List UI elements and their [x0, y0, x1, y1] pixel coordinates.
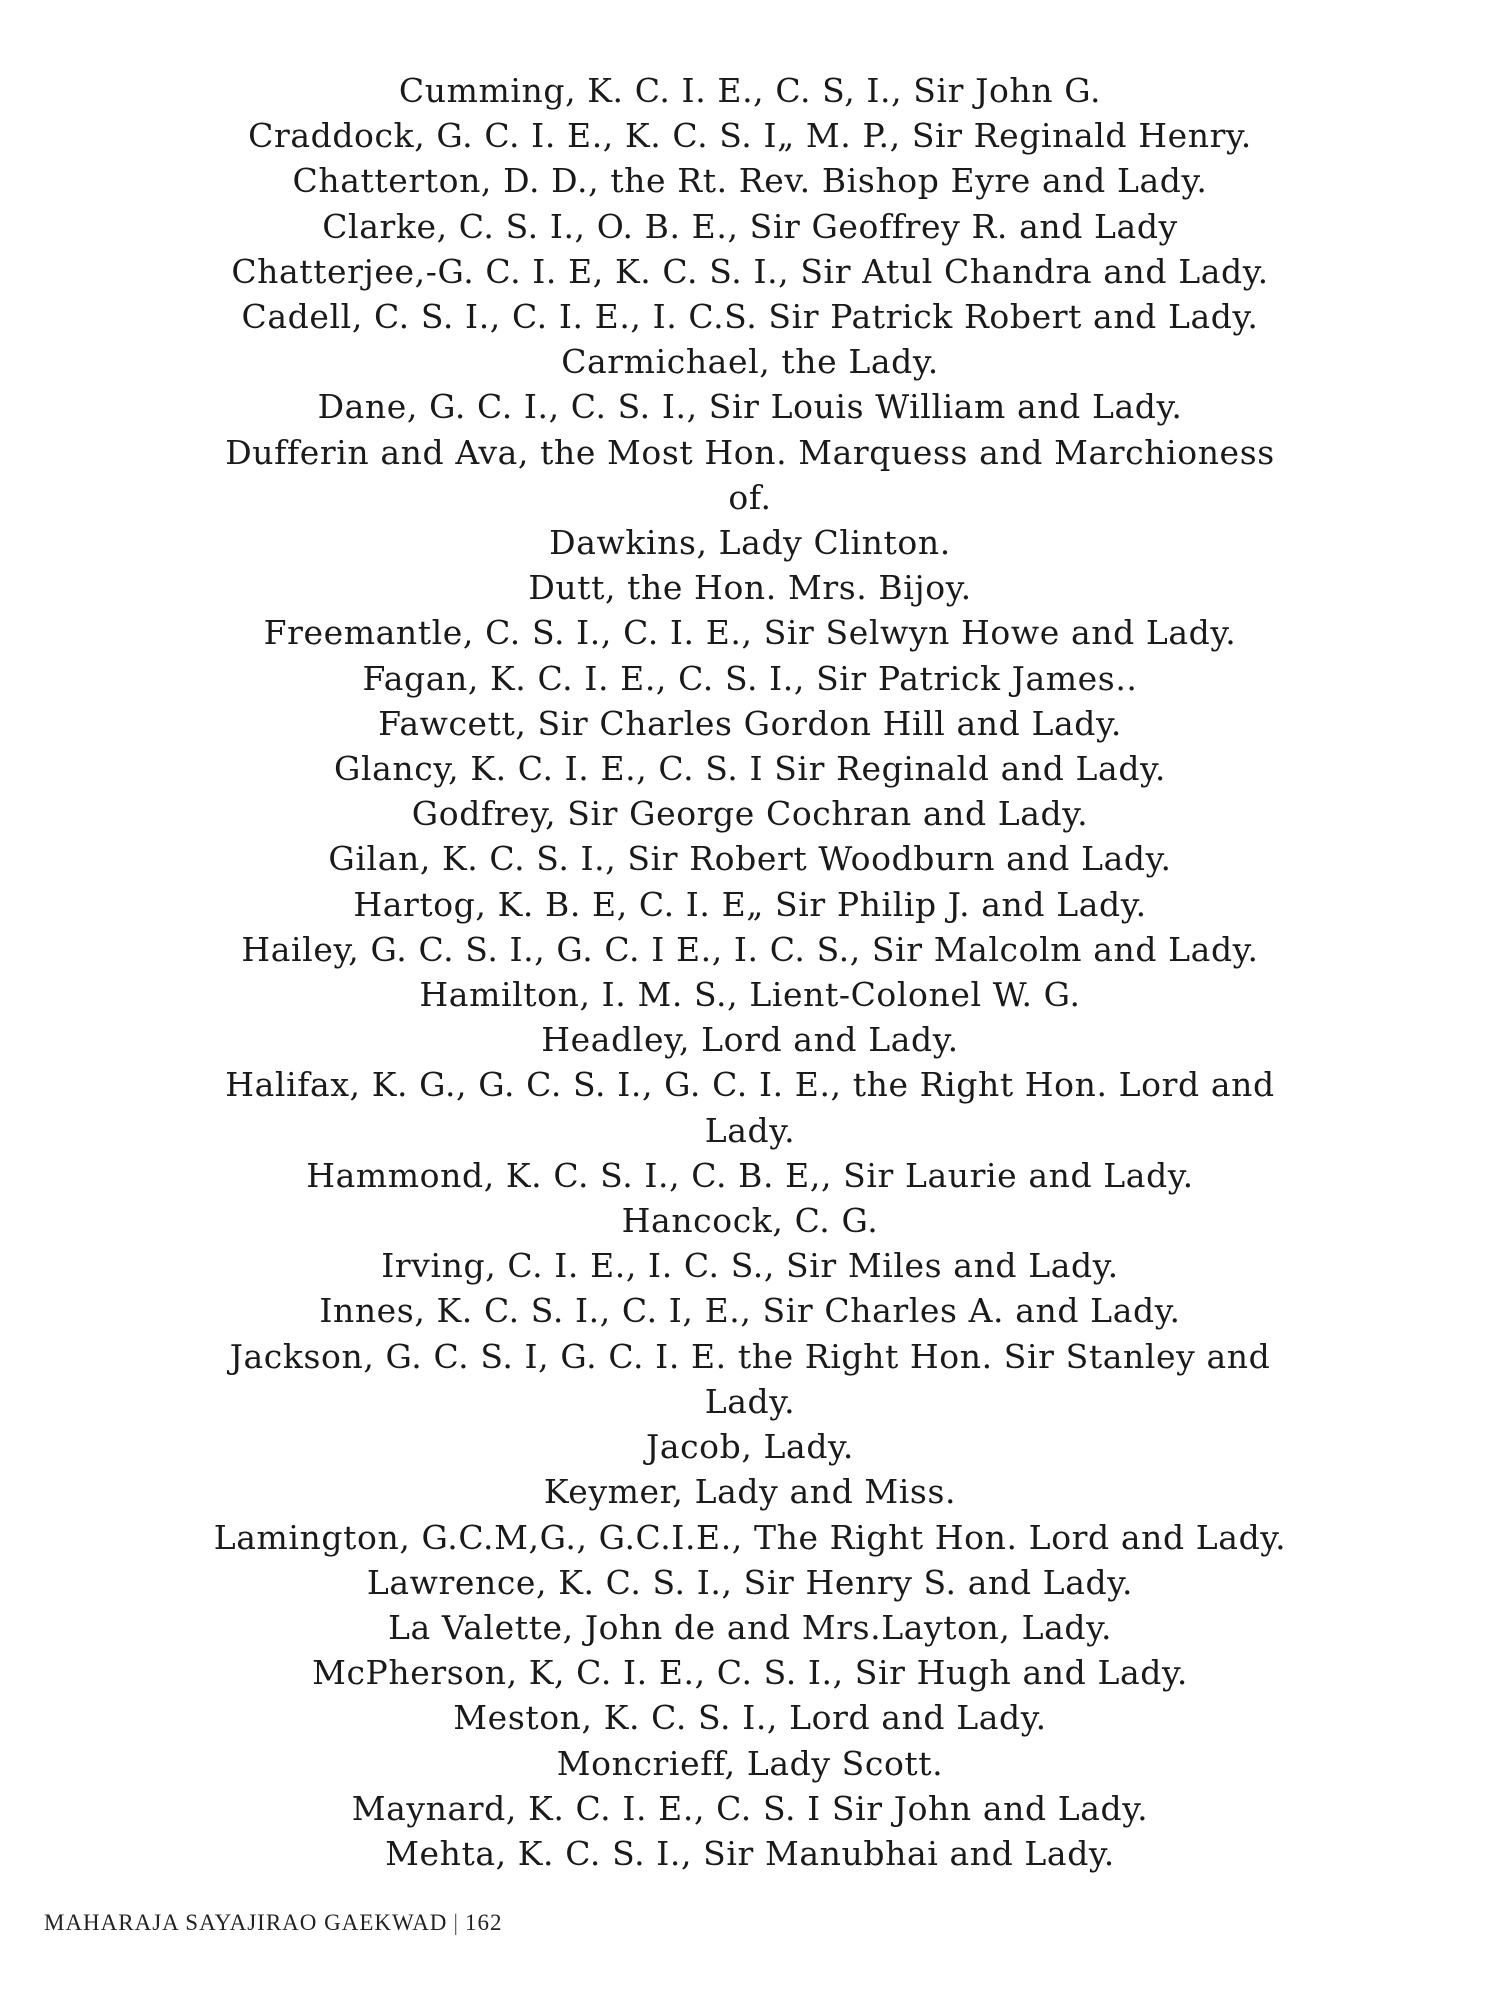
name-entry-line: Chatterton, D. D., the Rt. Rev. Bishop Eyre and Lady. [292, 161, 1208, 201]
name-entry-line: Moncrieff, Lady Scott. [556, 1743, 944, 1783]
name-entry-line: Irving, C. I. E., I. C. S., Sir Miles and Lady. [381, 1246, 1119, 1286]
name-entry-line: Meston, K. C. S. I., Lord and Lady. [453, 1698, 1047, 1738]
name-entry-line: Lamington, G.C.M,G., G.C.I.E., The Right Hon. Lord and Lady. [213, 1517, 1287, 1557]
name-entry-line: Fagan, K. C. I. E., C. S. I., Sir Patrick James.. [362, 658, 1138, 698]
name-entry-line: McPherson, K, C. I. E., C. S. I., Sir Hugh and Lady. [312, 1653, 1188, 1693]
name-entry-line: Clarke, C. S. I., O. B. E., Sir Geoffrey R. and Lady [322, 206, 1178, 246]
name-entry-line: Gilan, K. C. S. I., Sir Robert Woodburn and Lady. [328, 839, 1172, 879]
name-entry-line: Dane, G. C. I., C. S. I., Sir Louis William and Lady. [317, 387, 1183, 427]
name-entry-line: Jacob, Lady. [645, 1427, 855, 1467]
name-entry-line: Jackson, G. C. S. I, G. C. I. E. the Right Hon. Sir Stanley and [229, 1336, 1271, 1376]
name-entry-line: Hamilton, I. M. S., Lient-Colonel W. G. [419, 975, 1081, 1015]
guest-name-list [40, 68, 1460, 1876]
name-entry-line: Craddock, G. C. I. E., K. C. S. I„ M. P., Sir Reginald Henry. [248, 116, 1252, 156]
name-entry-line: Maynard, K. C. I. E., C. S. I Sir John and Lady. [351, 1788, 1149, 1828]
name-entry-line: of. [728, 477, 772, 517]
name-entry-line: Fawcett, Sir Charles Gordon Hill and Lady. [378, 703, 1122, 743]
footer-book-title: MAHARAJA SAYAJIRAO GAEKWAD [44, 1910, 448, 1935]
footer-separator: | [453, 1910, 460, 1935]
page-footer [44, 1910, 503, 1936]
name-entry-line: Glancy, K. C. I. E., C. S. I Sir Reginald and Lady. [334, 749, 1166, 789]
name-entry-line: Chatterjee,-G. C. I. E, K. C. S. I., Sir Atul Chandra and Lady. [231, 251, 1269, 291]
name-entry-line: Hartog, K. B. E, C. I. E„ Sir Philip J. and Lady. [353, 884, 1147, 924]
name-entry-line: Dufferin and Ava, the Most Hon. Marquess and Marchioness [225, 432, 1275, 472]
name-entry-line: Lady. [704, 1381, 796, 1421]
name-entry-line: Headley, Lord and Lady. [541, 1020, 959, 1060]
name-entry-line: Freemantle, C. S. I., C. I. E., Sir Selwyn Howe and Lady. [263, 613, 1237, 653]
name-entry-line: Mehta, K. C. S. I., Sir Manubhai and Lady. [385, 1833, 1115, 1873]
name-entry-line: Godfrey, Sir George Cochran and Lady. [411, 794, 1089, 834]
name-entry-line: Carmichael, the Lady. [561, 342, 939, 382]
name-entry-line: Hailey, G. C. S. I., G. C. I E., I. C. S., Sir Malcolm and Lady. [241, 929, 1259, 969]
name-entry-line: Halifax, K. G., G. C. S. I., G. C. I. E., the Right Hon. Lord and [225, 1065, 1275, 1105]
name-entry-line: La Valette, John de and Mrs.Layton, Lady. [387, 1607, 1113, 1647]
name-entry-line: Hammond, K. C. S. I., C. B. E,, Sir Laurie and Lady. [306, 1155, 1194, 1195]
name-entry-line: Dutt, the Hon. Mrs. Bijoy. [528, 568, 972, 608]
name-entry-line: Keymer, Lady and Miss. [543, 1472, 957, 1512]
footer-page-number: 162 [465, 1910, 503, 1935]
name-entry-line: Lawrence, K. C. S. I., Sir Henry S. and Lady. [366, 1562, 1134, 1602]
name-entry-line: Innes, K. C. S. I., C. I, E., Sir Charles A. and Lady. [319, 1291, 1181, 1331]
name-entry-line: Hancock, C. G. [621, 1201, 879, 1241]
name-entry-line: Cadell, C. S. I., C. I. E., I. C.S. Sir Patrick Robert and Lady. [241, 297, 1259, 337]
name-entry-line: Cumming, K. C. I. E., C. S, I., Sir John G. [398, 71, 1102, 110]
name-entry-line: Lady. [704, 1110, 796, 1150]
name-entry-line: Dawkins, Lady Clinton. [549, 523, 951, 563]
